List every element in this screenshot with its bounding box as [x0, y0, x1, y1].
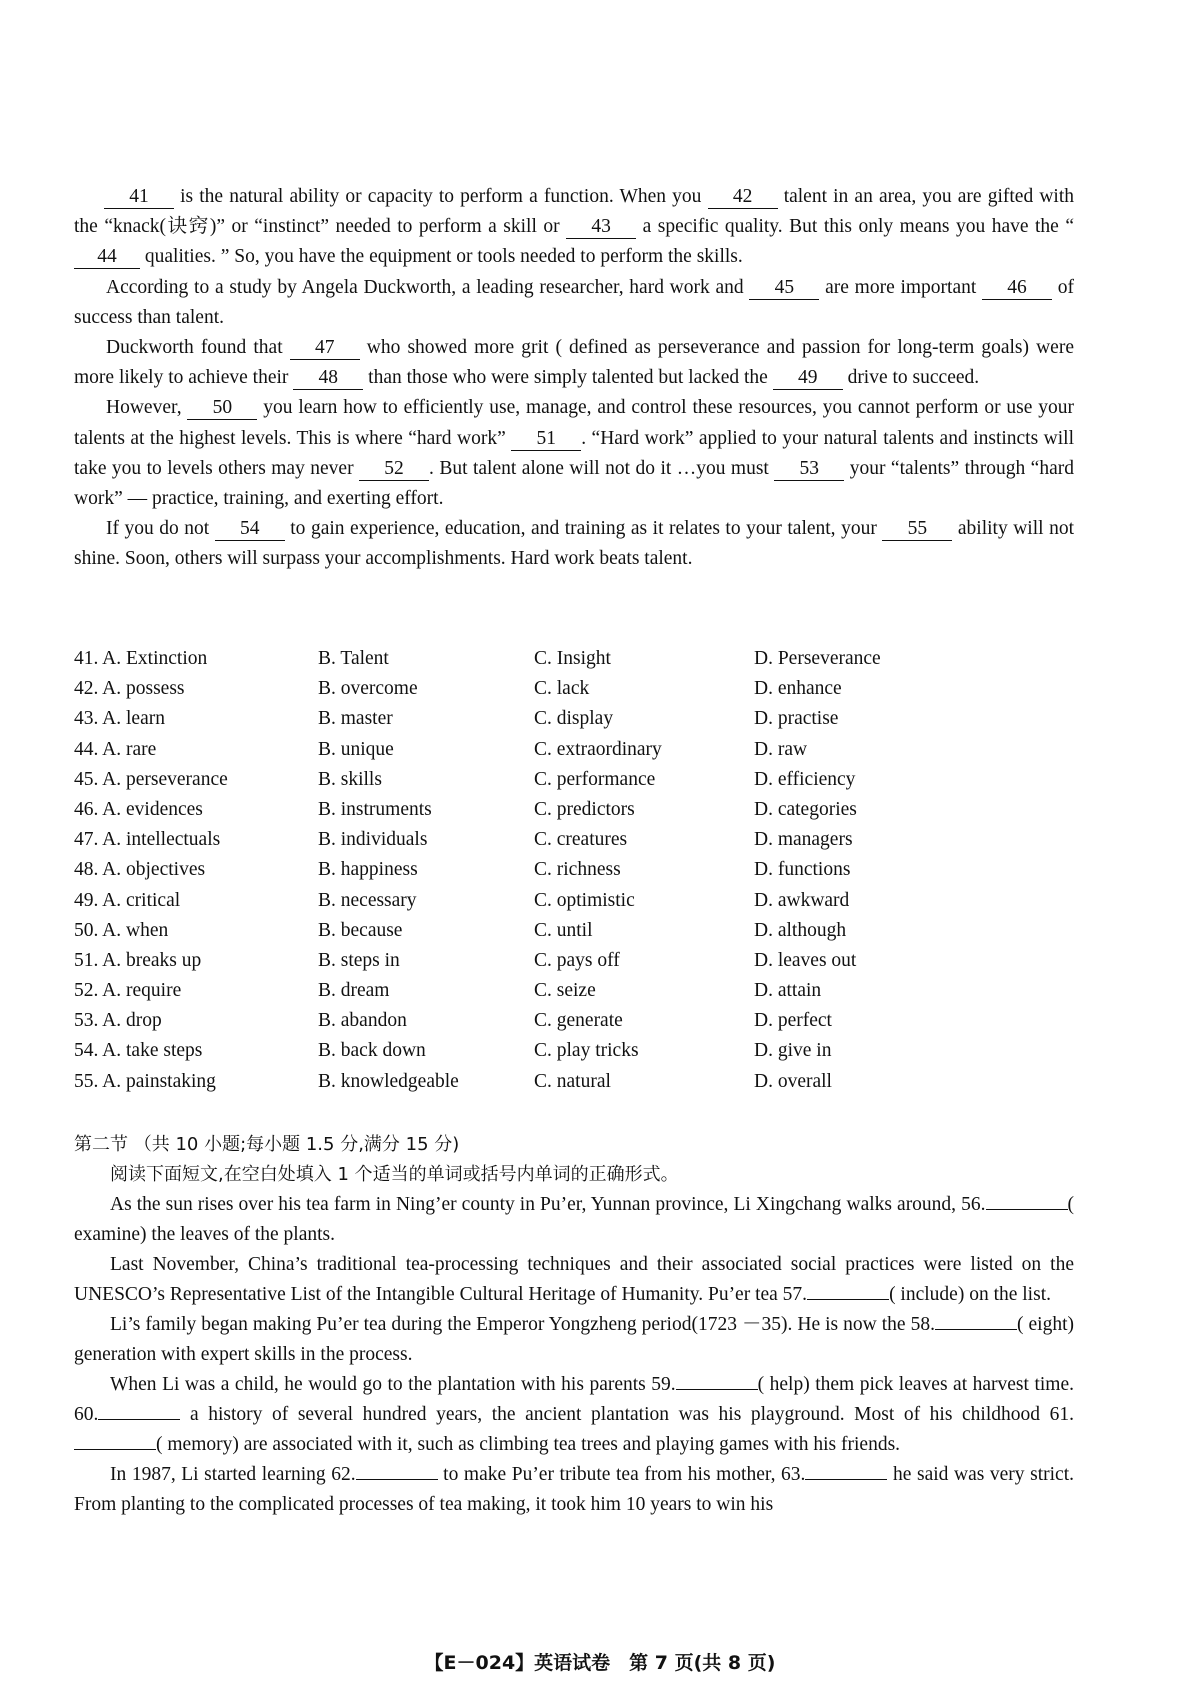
passage-paragraph-5: If you do not 54 to gain experience, education, and training as it relates to your talent, your 55 ability will not shine. Soon, others will surpass your accomplishments. Hard work beats talent. — [74, 518, 1074, 570]
option-d: D. overall — [754, 1070, 832, 1092]
fill-blank-58[interactable] — [935, 1311, 1017, 1330]
option-row-47 — [74, 825, 1074, 855]
option-c: C. Insight — [534, 648, 611, 669]
blank-51: 51 — [511, 428, 581, 451]
option-c: C. performance — [534, 768, 656, 790]
blank-45: 45 — [749, 277, 819, 300]
option-a: 55. A. painstaking — [74, 1070, 216, 1092]
fill-blank-61[interactable] — [74, 1431, 156, 1450]
option-d: D. enhance — [754, 678, 842, 700]
option-c: C. richness — [534, 859, 621, 881]
option-d: D. raw — [754, 738, 808, 760]
blank-52: 52 — [359, 458, 429, 481]
option-b: B. instruments — [318, 798, 432, 820]
option-row-42 — [74, 674, 1074, 704]
blank-54: 54 — [215, 518, 285, 541]
option-a: 52. A. require — [74, 980, 182, 1002]
blank-55: 55 — [882, 518, 952, 541]
option-a: 43. A. learn — [74, 708, 165, 730]
option-b: B. knowledgeable — [318, 1070, 459, 1092]
option-b: B. individuals — [318, 829, 428, 851]
option-b: B. skills — [318, 768, 382, 790]
option-b: B. steps in — [318, 949, 400, 971]
option-c: C. extraordinary — [534, 738, 662, 760]
option-c: C. generate — [534, 1010, 623, 1032]
fill-blank-63[interactable] — [805, 1461, 887, 1480]
option-b: B. because — [318, 919, 403, 941]
option-a: 54. A. take steps — [74, 1040, 203, 1062]
option-c: C. pays off — [534, 949, 620, 971]
option-row-44 — [74, 735, 1074, 765]
option-row-50 — [74, 916, 1074, 946]
option-a: 45. A. perseverance — [74, 768, 228, 790]
option-row-45 — [74, 765, 1074, 795]
option-a: 49. A. critical — [74, 889, 181, 911]
option-row-54 — [74, 1036, 1074, 1066]
option-row-46 — [74, 795, 1074, 825]
blank-42: 42 — [708, 186, 778, 209]
option-b: B. abandon — [318, 1010, 407, 1032]
option-b: B. Talent — [318, 648, 389, 669]
option-c: C. predictors — [534, 798, 635, 820]
option-row-43 — [74, 704, 1074, 734]
blank-53: 53 — [774, 458, 844, 481]
option-b: B. unique — [318, 738, 394, 760]
option-b: B. overcome — [318, 678, 418, 700]
option-d: D. efficiency — [754, 768, 856, 790]
page-footer: 【E－024】英语试卷 第 7 页(共 8 页) — [424, 1652, 776, 1674]
option-c: C. optimistic — [534, 889, 635, 911]
option-d: D. leaves out — [754, 949, 857, 971]
blank-43: 43 — [566, 216, 636, 239]
option-d: D. managers — [754, 829, 853, 851]
option-c: C. until — [534, 919, 593, 941]
option-d: D. practise — [754, 708, 839, 730]
blank-46: 46 — [982, 277, 1052, 300]
option-a: 50. A. when — [74, 919, 169, 941]
option-d: D. give in — [754, 1040, 832, 1062]
option-d: D. categories — [754, 798, 857, 820]
option-c: C. display — [534, 708, 614, 730]
option-a: 42. A. possess — [74, 678, 185, 700]
grammar-paragraph-4: When Li was a child, he would go to the plantation with his parents 59. ( help) them pick leaves at harvest time. 60. a history of several hundred years, the ancient plantation was his playground. Most of his childhood 61.( memory) are associated with it, such as climbing tea trees and playing games with his friends. — [74, 1370, 1074, 1460]
passage-paragraph-1: 41 is the natural ability or capacity to perform a function. When you 42 talent in an area, you are gifted with the “knack(诀窍)” or “instinct” needed to perform a skill or 43 a specific quality. But this only means you have the “44 qualities. ” So, you have the equipment or tools needed to perform the skills. — [74, 186, 1074, 268]
option-c: C. play tricks — [534, 1040, 639, 1062]
option-row-49 — [74, 886, 1074, 916]
option-d: D. awkward — [754, 889, 850, 911]
fill-blank-56[interactable] — [986, 1191, 1068, 1210]
option-a: 44. A. rare — [74, 738, 157, 760]
option-d: D. although — [754, 919, 847, 941]
option-a: 47. A. intellectuals — [74, 829, 221, 851]
grammar-paragraph-1: As the sun rises over his tea farm in Ning’er county in Pu’er, Yunnan province, Li Xingchang walks around, 56. ( examine) the leaves of the plants. — [74, 1190, 1074, 1250]
option-d: D. Perseverance — [754, 648, 881, 669]
option-b: B. necessary — [318, 889, 417, 911]
blank-41: 41 — [104, 186, 174, 209]
blank-50: 50 — [187, 397, 257, 420]
option-a: 41. A. Extinction — [74, 648, 208, 669]
answer-options — [74, 644, 1074, 1097]
option-row-48 — [74, 855, 1074, 885]
grammar-paragraph-2: Last November, China’s traditional tea-processing techniques and their associated social practices were listed on the UNESCO’s Representative List of the Intangible Cultural Heritage of Humanity. Pu’er tea 57. ( include) on the list. — [74, 1254, 1074, 1305]
option-c: C. creatures — [534, 829, 628, 851]
option-row-53 — [74, 1006, 1074, 1036]
option-b: B. back down — [318, 1040, 426, 1062]
fill-blank-57[interactable] — [807, 1281, 889, 1300]
passage-paragraph-4: However, 50 you learn how to efficiently use, manage, and control these resources, you cannot perform or use your talents at the highest levels. This is where “hard work” 51 . “Hard work” applied to your natural talents and instincts will take you to levels others may never 52 . But talent alone will not do it …you must 53 your “talents” through “hard work” — practice, training, and exerting effort. — [74, 397, 1075, 510]
option-d: D. functions — [754, 859, 851, 881]
passage-paragraph-3: Duckworth found that 47 who showed more grit ( defined as perseverance and passion for long-term goals) were more likely to achieve their 48 than those who were simply talented but lacked the 49 drive to succeed. — [74, 337, 1074, 389]
fill-blank-59[interactable] — [676, 1371, 758, 1390]
option-d: D. perfect — [754, 1010, 832, 1032]
option-row-41 — [74, 644, 1074, 674]
option-row-52 — [74, 976, 1074, 1006]
option-d: D. attain — [754, 980, 822, 1002]
option-c: C. natural — [534, 1070, 611, 1092]
option-c: C. seize — [534, 980, 596, 1002]
option-b: B. happiness — [318, 859, 418, 881]
option-a: 53. A. drop — [74, 1010, 162, 1032]
cloze-passage — [74, 182, 1074, 575]
grammar-paragraph-5: In 1987, Li started learning 62. to make Pu’er tribute tea from his mother, 63. he said was very strict. From planting to the complicated processes of tea making, it took him 10 years to win his — [74, 1460, 1074, 1520]
section-heading: 第二节 （共 10 小题;每小题 1.5 分,满分 15 分) — [74, 1134, 460, 1155]
section-instruction: 阅读下面短文,在空白处填入 1 个适当的单词或括号内单词的正确形式。 — [110, 1164, 679, 1185]
option-row-51 — [74, 946, 1074, 976]
fill-blank-60[interactable] — [98, 1401, 180, 1420]
grammar-paragraph-3: Li’s family began making Pu’er tea during the Emperor Yongzheng period(1723 －35). He is now the 58. ( eight) generation with expert skills in the process. — [74, 1310, 1074, 1370]
passage-paragraph-2: According to a study by Angela Duckworth, a leading researcher, hard work and 45 are more important 46 of success than talent. — [74, 276, 1074, 328]
option-row-55 — [74, 1067, 1074, 1097]
section-two — [74, 1130, 1074, 1520]
option-b: B. dream — [318, 980, 390, 1002]
blank-48: 48 — [293, 367, 363, 390]
option-a: 51. A. breaks up — [74, 949, 202, 971]
blank-44: 44 — [74, 246, 140, 269]
blank-47: 47 — [290, 337, 360, 360]
blank-49: 49 — [773, 367, 843, 390]
option-c: C. lack — [534, 678, 590, 700]
option-a: 46. A. evidences — [74, 798, 203, 820]
fill-blank-62[interactable] — [356, 1461, 438, 1480]
option-b: B. master — [318, 708, 393, 730]
option-a: 48. A. objectives — [74, 859, 206, 881]
